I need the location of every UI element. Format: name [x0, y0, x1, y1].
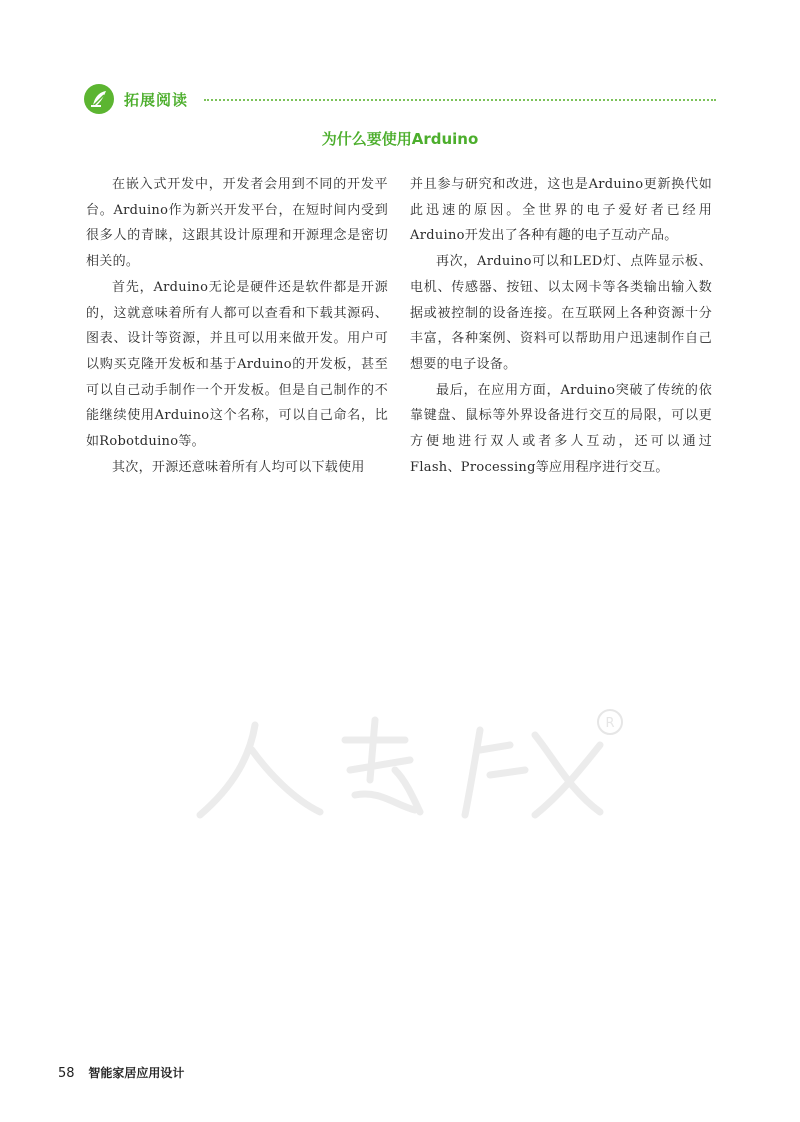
book-title: 智能家居应用设计	[88, 1066, 185, 1080]
right-column	[410, 172, 712, 480]
paragraph: 在嵌入式开发中，开发者会用到不同的开发平台。Arduino作为新兴开发平台，在短时间内受到很多人的青睐，这跟其设计原理和开源理念是密切相关的。	[86, 177, 388, 270]
left-column	[86, 172, 388, 480]
page-footer	[58, 1064, 184, 1081]
leaf-book-icon	[84, 84, 114, 114]
paragraph: 最后，在应用方面，Arduino突破了传统的依靠键盘、鼠标等外界设备进行交互的局限，可以更方便地进行双人或者多人互动，还可以通过Flash、Processing等应用程序进行交互。	[410, 382, 712, 475]
dotted-divider	[204, 99, 716, 101]
watermark-calligraphy	[180, 700, 630, 830]
svg-text:R: R	[605, 716, 615, 731]
paragraph: 其次，开源还意味着所有人均可以下载使用	[112, 459, 365, 475]
page-number: 58	[58, 1066, 75, 1081]
article-title: 为什么要使用Arduino	[321, 130, 479, 148]
paragraph: 并且参与研究和改进，这也是Arduino更新换代如此迅速的原因。全世界的电子爱好者已经用Arduino开发出了各种有趣的电子互动产品。	[410, 177, 712, 244]
section-title: 拓展阅读	[124, 91, 189, 109]
paragraph: 首先，Arduino无论是硬件还是软件都是开源的，这就意味着所有人都可以查看和下载其源码、图表、设计等资源，并且可以用来做开发。用户可以购买克隆开发板和基于Arduino的开发板，甚至可以自己动手制作一个开发板。但是自己制作的不能继续使用Arduino这个名称，可以自己命名，比如Robotduino等。	[86, 279, 388, 450]
paragraph: 再次，Arduino可以和LED灯、点阵显示板、电机、传感器、按钮、以太网卡等各类输出输入数据或被控制的设备连接。在互联网上各种资源十分丰富，各种案例、资料可以帮助用户迅速制作自己想要的电子设备。	[410, 254, 712, 372]
section-header	[84, 84, 716, 116]
publisher-watermark	[180, 700, 630, 830]
